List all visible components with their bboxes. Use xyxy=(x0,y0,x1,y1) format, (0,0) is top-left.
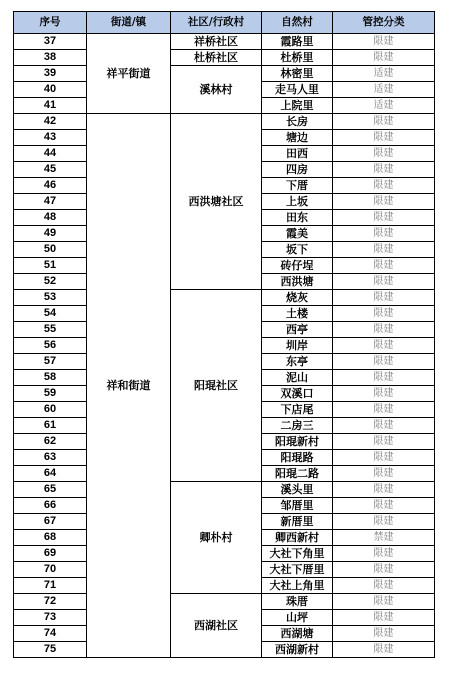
village-name: 坂下 xyxy=(262,242,333,258)
control-category: 限建 xyxy=(333,242,435,258)
header-control: 管控分类 xyxy=(333,12,435,34)
control-category: 限建 xyxy=(333,194,435,210)
village-name: 大社上角里 xyxy=(262,578,333,594)
village-name: 圳岸 xyxy=(262,338,333,354)
control-category: 限建 xyxy=(333,338,435,354)
row-number: 49 xyxy=(14,226,87,242)
control-category: 限建 xyxy=(333,306,435,322)
village-name: 大社下角里 xyxy=(262,546,333,562)
control-category: 限建 xyxy=(333,274,435,290)
village-name: 走马人里 xyxy=(262,82,333,98)
village-control-table xyxy=(13,11,435,658)
control-category: 适建 xyxy=(333,98,435,114)
row-number: 46 xyxy=(14,178,87,194)
village-name: 西亭 xyxy=(262,322,333,338)
header-street: 街道/镇 xyxy=(87,12,171,34)
village-name: 新厝里 xyxy=(262,514,333,530)
row-number: 69 xyxy=(14,546,87,562)
row-number: 37 xyxy=(14,34,87,50)
control-category: 适建 xyxy=(333,82,435,98)
community-cell: 卿朴村 xyxy=(171,482,262,594)
control-category: 限建 xyxy=(333,482,435,498)
village-name: 四房 xyxy=(262,162,333,178)
row-number: 45 xyxy=(14,162,87,178)
control-category: 限建 xyxy=(333,386,435,402)
village-name: 下店尾 xyxy=(262,402,333,418)
community-cell: 祥桥社区 xyxy=(171,34,262,50)
row-number: 63 xyxy=(14,450,87,466)
control-category: 限建 xyxy=(333,642,435,658)
control-category: 限建 xyxy=(333,546,435,562)
village-name: 土楼 xyxy=(262,306,333,322)
row-number: 44 xyxy=(14,146,87,162)
village-name: 溪头里 xyxy=(262,482,333,498)
village-name: 西湖新村 xyxy=(262,642,333,658)
control-category: 限建 xyxy=(333,210,435,226)
row-number: 58 xyxy=(14,370,87,386)
village-name: 杜桥里 xyxy=(262,50,333,66)
row-number: 61 xyxy=(14,418,87,434)
header-no: 序号 xyxy=(14,12,87,34)
header-row xyxy=(14,12,435,34)
row-number: 52 xyxy=(14,274,87,290)
village-name: 阳琨路 xyxy=(262,450,333,466)
village-name: 双溪口 xyxy=(262,386,333,402)
village-name: 田东 xyxy=(262,210,333,226)
table-row xyxy=(14,290,435,306)
row-number: 48 xyxy=(14,210,87,226)
community-cell: 阳琨社区 xyxy=(171,290,262,482)
village-name: 阳琨新村 xyxy=(262,434,333,450)
village-name: 珠厝 xyxy=(262,594,333,610)
row-number: 41 xyxy=(14,98,87,114)
village-name: 二房三 xyxy=(262,418,333,434)
control-category: 限建 xyxy=(333,146,435,162)
row-number: 59 xyxy=(14,386,87,402)
row-number: 75 xyxy=(14,642,87,658)
row-number: 42 xyxy=(14,114,87,130)
row-number: 43 xyxy=(14,130,87,146)
row-number: 70 xyxy=(14,562,87,578)
control-category: 限建 xyxy=(333,466,435,482)
control-category: 限建 xyxy=(333,258,435,274)
row-number: 72 xyxy=(14,594,87,610)
control-category: 限建 xyxy=(333,514,435,530)
table-row xyxy=(14,66,435,82)
table-row xyxy=(14,594,435,610)
village-name: 大社下厝里 xyxy=(262,562,333,578)
row-number: 47 xyxy=(14,194,87,210)
header-community: 社区/行政村 xyxy=(171,12,262,34)
village-name: 林密里 xyxy=(262,66,333,82)
village-name: 西洪塘 xyxy=(262,274,333,290)
village-name: 砖仔埕 xyxy=(262,258,333,274)
village-name: 西湖塘 xyxy=(262,626,333,642)
row-number: 55 xyxy=(14,322,87,338)
village-name: 上院里 xyxy=(262,98,333,114)
row-number: 50 xyxy=(14,242,87,258)
control-category: 限建 xyxy=(333,450,435,466)
control-category: 限建 xyxy=(333,322,435,338)
village-name: 卿西新村 xyxy=(262,530,333,546)
control-category: 限建 xyxy=(333,578,435,594)
village-name: 霞路里 xyxy=(262,34,333,50)
control-category: 限建 xyxy=(333,162,435,178)
row-number: 74 xyxy=(14,626,87,642)
village-name: 下厝 xyxy=(262,178,333,194)
community-cell: 溪林村 xyxy=(171,66,262,114)
village-name: 长房 xyxy=(262,114,333,130)
control-category: 限建 xyxy=(333,402,435,418)
village-name: 霞美 xyxy=(262,226,333,242)
control-category: 限建 xyxy=(333,626,435,642)
village-name: 东亭 xyxy=(262,354,333,370)
village-name: 阳琨二路 xyxy=(262,466,333,482)
control-category: 限建 xyxy=(333,178,435,194)
row-number: 66 xyxy=(14,498,87,514)
row-number: 67 xyxy=(14,514,87,530)
row-number: 38 xyxy=(14,50,87,66)
control-category: 限建 xyxy=(333,370,435,386)
control-category: 限建 xyxy=(333,498,435,514)
control-category: 限建 xyxy=(333,50,435,66)
table-row xyxy=(14,114,435,130)
row-number: 68 xyxy=(14,530,87,546)
row-number: 62 xyxy=(14,434,87,450)
community-cell: 西湖社区 xyxy=(171,594,262,658)
table-row xyxy=(14,482,435,498)
row-number: 65 xyxy=(14,482,87,498)
table-row xyxy=(14,50,435,66)
table-row xyxy=(14,34,435,50)
row-number: 39 xyxy=(14,66,87,82)
row-number: 71 xyxy=(14,578,87,594)
street-cell: 祥和街道 xyxy=(87,114,171,658)
row-number: 64 xyxy=(14,466,87,482)
village-name: 烧灰 xyxy=(262,290,333,306)
row-number: 51 xyxy=(14,258,87,274)
community-cell: 西洪塘社区 xyxy=(171,114,262,290)
control-category: 限建 xyxy=(333,226,435,242)
header-village: 自然村 xyxy=(262,12,333,34)
row-number: 54 xyxy=(14,306,87,322)
village-name: 塘边 xyxy=(262,130,333,146)
control-category: 限建 xyxy=(333,562,435,578)
row-number: 53 xyxy=(14,290,87,306)
control-category: 限建 xyxy=(333,418,435,434)
control-category: 限建 xyxy=(333,434,435,450)
row-number: 60 xyxy=(14,402,87,418)
row-number: 73 xyxy=(14,610,87,626)
village-name: 上坂 xyxy=(262,194,333,210)
control-category: 限建 xyxy=(333,594,435,610)
control-category: 限建 xyxy=(333,610,435,626)
row-number: 57 xyxy=(14,354,87,370)
row-number: 56 xyxy=(14,338,87,354)
village-name: 田西 xyxy=(262,146,333,162)
street-cell: 祥平街道 xyxy=(87,34,171,114)
control-category: 限建 xyxy=(333,290,435,306)
village-name: 泥山 xyxy=(262,370,333,386)
village-name: 邹厝里 xyxy=(262,498,333,514)
village-name: 山坪 xyxy=(262,610,333,626)
community-cell: 杜桥社区 xyxy=(171,50,262,66)
row-number: 40 xyxy=(14,82,87,98)
control-category: 适建 xyxy=(333,66,435,82)
control-category: 禁建 xyxy=(333,530,435,546)
control-category: 限建 xyxy=(333,114,435,130)
control-category: 限建 xyxy=(333,130,435,146)
control-category: 限建 xyxy=(333,34,435,50)
control-category: 限建 xyxy=(333,354,435,370)
